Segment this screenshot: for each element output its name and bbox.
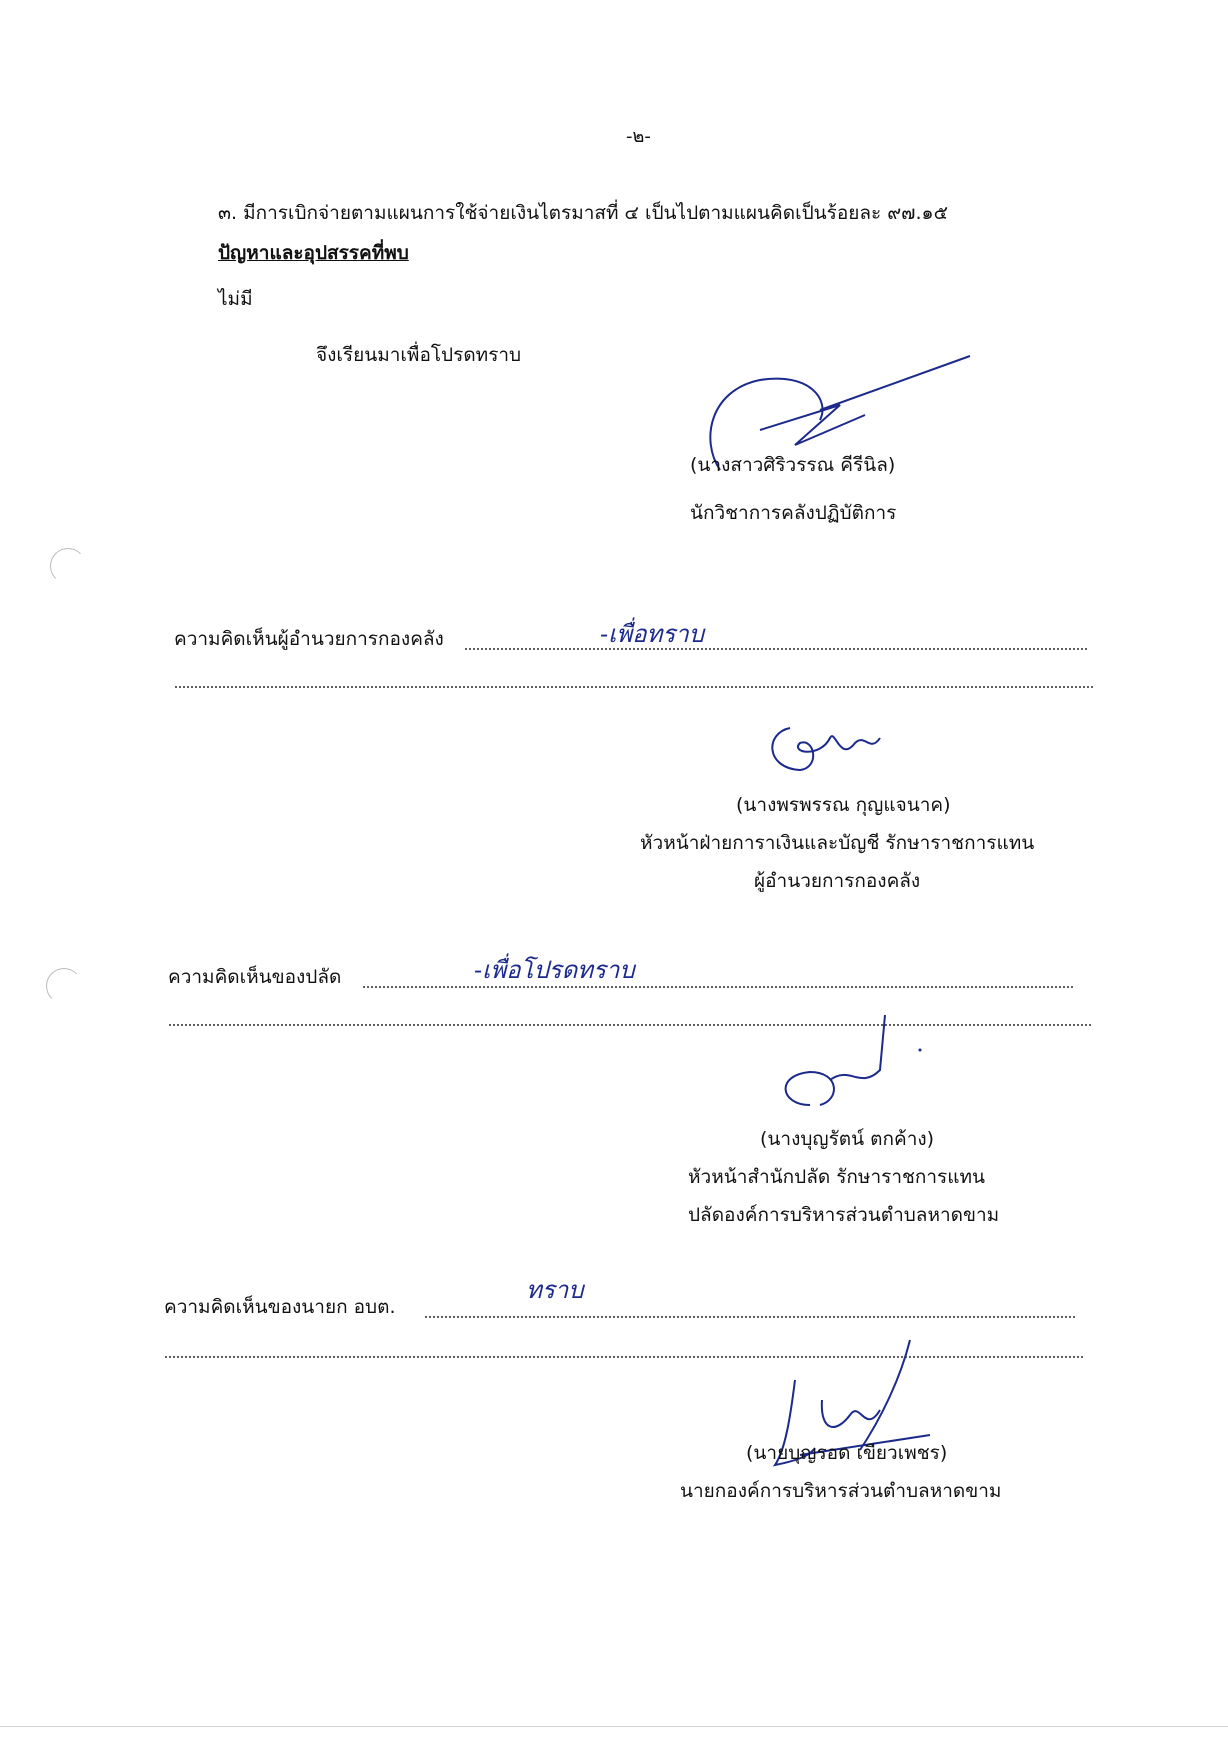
closing-text: จึงเรียนมาเพื่อโปรดทราบ <box>316 344 522 366</box>
dotted-line <box>164 1356 1084 1358</box>
finance-handwritten-comment: -เพื่อทราบ <box>600 620 704 648</box>
mayor-name: (นายบุญรอด เขียวเพชร) <box>746 1442 948 1464</box>
scan-edge <box>0 1726 1228 1727</box>
deputy-name: (นางบุญรัตน์ ตกค้าง) <box>760 1128 935 1150</box>
punch-hole <box>46 968 82 1004</box>
mayor-position: นายกองค์การบริหารส่วนตำบลหาดขาม <box>680 1480 1002 1502</box>
item-3: ๓. มีการเบิกจ่ายตามแผนการใช้จ่ายเงินไตรมาสที่ ๔ เป็นไปตามแผนคิดเป็นร้อยละ ๙๗.๑๕ <box>218 202 948 224</box>
deputy-signature <box>770 1010 930 1120</box>
problems-text: ไม่มี <box>218 288 253 310</box>
dotted-line <box>174 686 1094 688</box>
punch-hole <box>50 548 86 584</box>
page-number: -๒- <box>626 126 651 147</box>
finance-signature <box>760 718 910 778</box>
officer-position: นักวิชาการคลังปฏิบัติการ <box>690 502 897 524</box>
mayor-comment-label: ความคิดเห็นของนายก อบต. <box>164 1296 396 1318</box>
mayor-handwritten-comment: ทราบ <box>526 1276 584 1304</box>
deputy-handwritten-comment: -เพื่อโปรดทราบ <box>474 956 635 984</box>
finance-comment-label: ความคิดเห็นผู้อำนวยการกองคลัง <box>174 628 444 650</box>
dotted-line <box>424 1316 1076 1318</box>
finance-position-1: หัวหน้าฝ่ายการาเงินและบัญชี รักษาราชการแทน <box>640 832 1035 854</box>
deputy-position-1: หัวหน้าสำนักปลัด รักษาราชการแทน <box>688 1166 986 1188</box>
dotted-line <box>168 1024 1092 1026</box>
officer-name: (นางสาวศิริวรรณ คีรีนิล) <box>690 454 896 476</box>
finance-name: (นางพรพรรณ กุญแจนาค) <box>736 794 951 816</box>
deputy-position-2: ปลัดองค์การบริหารส่วนตำบลหาดขาม <box>688 1204 1000 1226</box>
finance-position-2: ผู้อำนวยการกองคลัง <box>754 870 921 892</box>
problems-heading: ปัญหาและอุปสรรคที่พบ <box>218 242 409 264</box>
dotted-line <box>362 986 1074 988</box>
deputy-comment-label: ความคิดเห็นของปลัด <box>168 966 342 988</box>
dotted-line <box>464 648 1088 650</box>
